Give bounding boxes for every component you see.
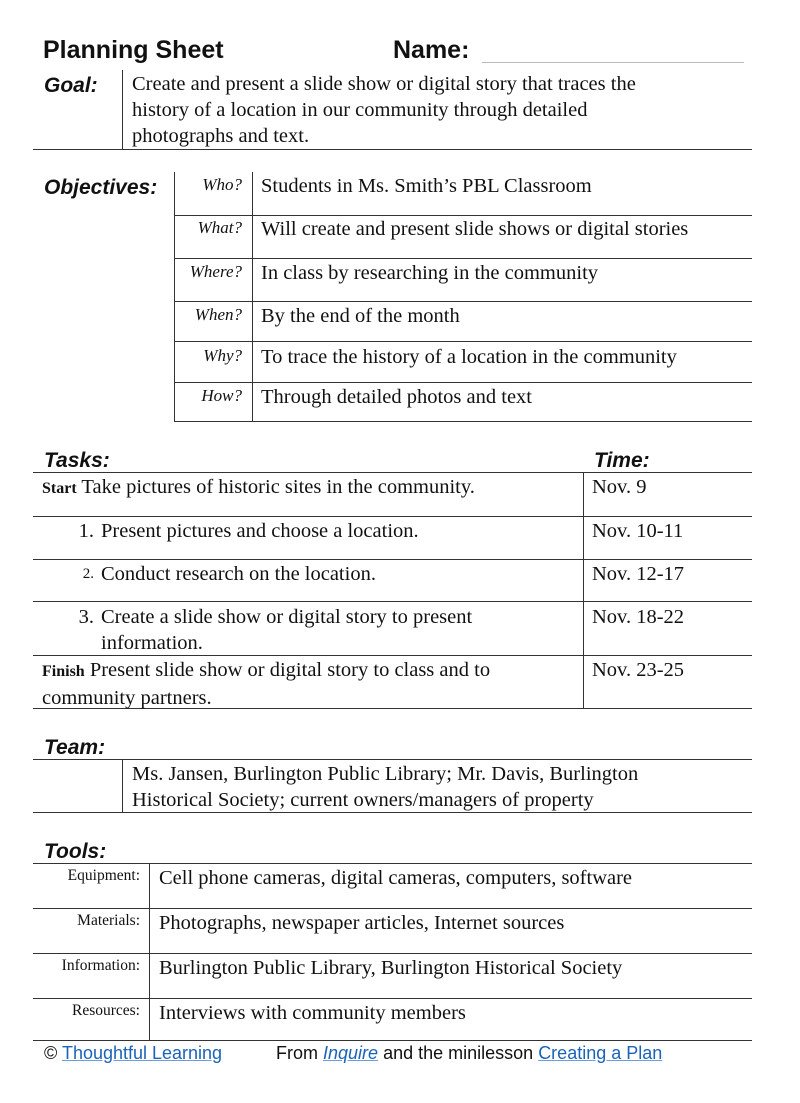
- name-input-line[interactable]: [482, 62, 744, 63]
- tasks-label: Tasks:: [44, 449, 110, 472]
- goal-line: history of a location in our community through detailed: [132, 99, 588, 121]
- tasks-top-rule: [33, 472, 752, 473]
- task-text: Present pictures and choose a location.: [101, 520, 419, 542]
- row-divider: [174, 382, 752, 383]
- task-time: Nov. 18-22: [592, 606, 685, 628]
- task-finish-line: community partners.: [42, 687, 212, 709]
- row-divider: [33, 559, 752, 560]
- task-start-time: Nov. 9: [592, 476, 647, 498]
- objective-answer-why: To trace the history of a location in the community: [261, 346, 677, 368]
- task-text-line: Create a slide show or digital story to present: [101, 606, 473, 628]
- tool-value-materials: Photographs, newspaper articles, Internet sources: [159, 912, 565, 934]
- task-number: 2.: [82, 566, 94, 582]
- footer-source: [276, 1043, 662, 1064]
- task-finish-line: Present slide show or digital story to class and to: [89, 659, 491, 681]
- objective-answer-what: Will create and present slide shows or digital stories: [261, 218, 689, 240]
- objective-question-when: When?: [194, 305, 242, 324]
- task-finish-prefix: Finish: [42, 663, 85, 680]
- team-line: Historical Society; current owners/managers of property: [132, 789, 594, 811]
- row-divider: [174, 341, 752, 342]
- name-label: Name:: [393, 36, 470, 64]
- goal-line: Create and present a slide show or digital story that traces the: [132, 73, 636, 95]
- page-title: Planning Sheet: [43, 36, 224, 64]
- objective-answer-when: By the end of the month: [261, 305, 460, 327]
- goal-text: [132, 71, 636, 149]
- task-number: 1.: [78, 520, 94, 542]
- objective-question-who: Who?: [202, 175, 242, 194]
- goal-bottom-rule: [33, 149, 752, 150]
- team-top-rule: [33, 759, 752, 760]
- tools-bottom-rule: [33, 1040, 752, 1041]
- task-time: Nov. 10-11: [592, 520, 684, 542]
- task-start-prefix: Start: [42, 480, 77, 497]
- objective-question-how: How?: [201, 386, 242, 405]
- tool-value-information: Burlington Public Library, Burlington Historical Society: [159, 957, 623, 979]
- time-label: Time:: [594, 449, 650, 472]
- team-divider: [122, 759, 123, 812]
- footer-credit: [44, 1043, 222, 1064]
- task-number: 3.: [78, 606, 94, 628]
- row-divider: [33, 908, 752, 909]
- tasks-time-divider: [583, 472, 584, 708]
- thoughtful-learning-link[interactable]: Thoughtful Learning: [61, 1043, 223, 1063]
- team-text: [132, 761, 638, 813]
- task-text-line: information.: [101, 632, 203, 654]
- tools-label: Tools:: [44, 840, 107, 863]
- team-label: Team:: [44, 736, 106, 759]
- objective-answer-how: Through detailed photos and text: [261, 386, 532, 408]
- tool-value-equipment: Cell phone cameras, digital cameras, computers, software: [159, 867, 633, 889]
- tools-divider: [149, 863, 150, 1040]
- task-time: Nov. 12-17: [592, 563, 685, 585]
- tool-label-equipment: Equipment:: [67, 867, 140, 884]
- objective-question-what: What?: [197, 218, 242, 237]
- creating-a-plan-link[interactable]: Creating a Plan: [538, 1043, 663, 1063]
- objective-answer-where: In class by researching in the community: [261, 262, 599, 284]
- objective-question-where: Where?: [189, 262, 242, 281]
- task-start-text: Take pictures of historic sites in the community.: [81, 476, 475, 498]
- tool-label-resources: Resources:: [71, 1002, 140, 1019]
- tool-label-information: Information:: [61, 957, 140, 974]
- goal-label: Goal:: [44, 74, 98, 97]
- objective-answer-who: Students in Ms. Smith’s PBL Classroom: [261, 175, 592, 197]
- row-divider: [33, 516, 752, 517]
- copyright-symbol: ©: [44, 1043, 58, 1063]
- team-bottom-rule: [33, 812, 752, 813]
- row-divider: [33, 998, 752, 999]
- row-divider: [174, 258, 752, 259]
- objectives-left-border: [174, 172, 175, 421]
- team-line: Ms. Jansen, Burlington Public Library; Mr. Davis, Burlington: [132, 763, 639, 785]
- task-start: [42, 474, 475, 502]
- task-text: [101, 604, 472, 656]
- tool-value-resources: Interviews with community members: [159, 1002, 466, 1024]
- row-divider: [174, 421, 752, 422]
- goal-line: photographs and text.: [132, 125, 310, 147]
- goal-divider: [122, 70, 123, 150]
- task-finish-time: Nov. 23-25: [592, 659, 685, 681]
- row-divider: [33, 953, 752, 954]
- inquire-link[interactable]: Inquire: [323, 1043, 379, 1063]
- row-divider: [174, 301, 752, 302]
- row-divider: [33, 601, 752, 602]
- objectives-column-divider: [252, 172, 253, 421]
- tool-label-materials: Materials:: [77, 912, 140, 929]
- task-finish: [42, 657, 490, 711]
- task-text: Conduct research on the location.: [101, 563, 376, 585]
- tools-top-rule: [33, 863, 752, 864]
- footer-middle-text: and the minilesson: [383, 1043, 534, 1063]
- objectives-label: Objectives:: [44, 176, 158, 199]
- footer-from-text: From: [276, 1043, 318, 1063]
- objective-question-why: Why?: [203, 346, 242, 365]
